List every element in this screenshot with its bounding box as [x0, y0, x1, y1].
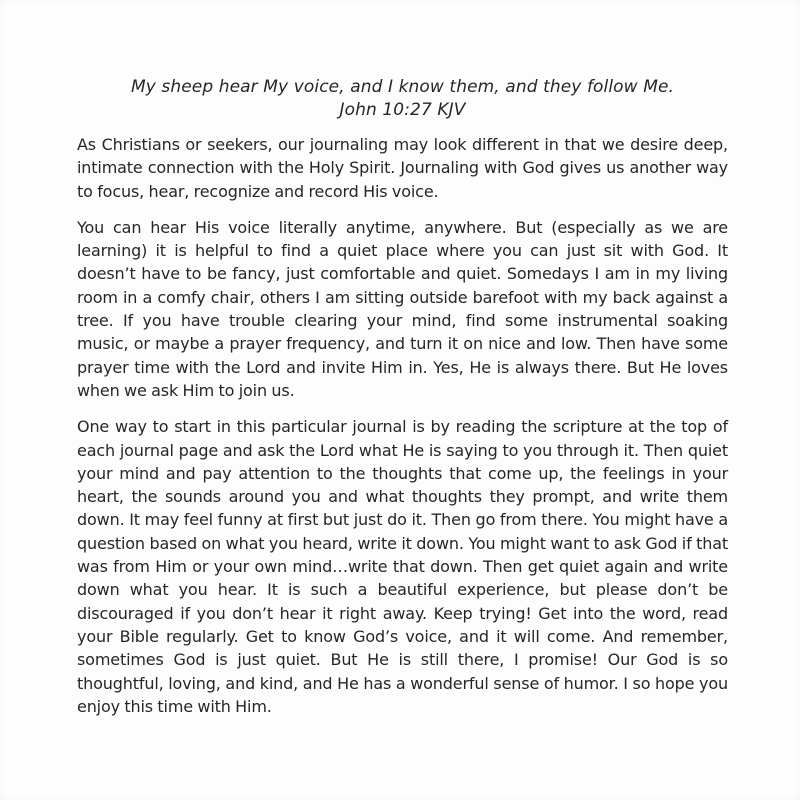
- page-content: [77, 76, 728, 731]
- verse-reference: John 10:27 KJV: [339, 100, 466, 120]
- paragraph-how-to-start: One way to start in this particular journal is by reading the scripture at the top of each journal page and ask the Lord what He is saying to you through it. Then quiet your mind and pay attention to the thoughts that come up, the feelings in your heart, the sounds around you and what thoughts they prompt, and write them down. It may feel funny at first but just do it. Then go from there. You might have a question based on what you heard, write it down. You might want to ask God if that was from Him or your own mind…write that down. Then get quiet again and write down what you hear. It is such a beautiful experience, but please don’t be discouraged if you don’t hear it right away. Keep trying! Get into the word, read your Bible regularly. Get to know God’s voice, and it will come. And remember, sometimes God is just quiet. But He is still there, I promise! Our God is so thoughtful, loving, and kind, and He has a wonderful sense of humor. I so hope you enjoy this time with Him.: [77, 417, 728, 716]
- paragraph-intro: As Christians or seekers, our journaling may look different in that we desire deep, intimate connection with the Holy Spirit. Journaling with God gives us another way to focus, hear, recognize and record His voice.: [77, 135, 728, 201]
- scripture-verse: [77, 76, 728, 122]
- verse-text: My sheep hear My voice, and I know them, and they follow Me.: [130, 77, 675, 97]
- paragraph-quiet-place: You can hear His voice literally anytime, anywhere. But (especially as we are learning) it is helpful to find a quiet place where you can just sit with God. It doesn’t have to be fancy, just comfortable and quiet. Somedays I am in my living room in a comfy chair, others I am sitting outside barefoot with my back against a tree. If you have trouble clearing your mind, find some instrumental soaking music, or maybe a prayer frequency, and turn it on nice and low. Then have some prayer time with the Lord and invite Him in. Yes, He is always there. But He loves when we ask Him to join us.: [77, 217, 728, 400]
